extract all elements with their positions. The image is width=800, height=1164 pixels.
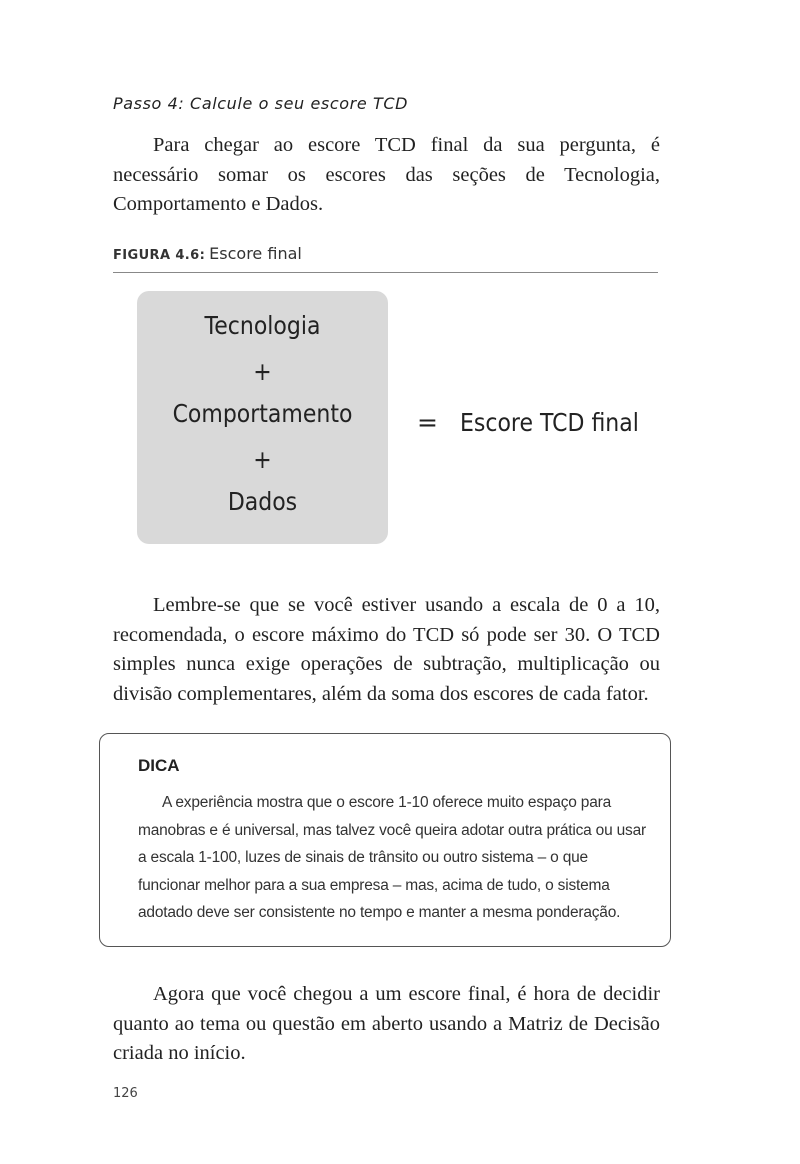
term-comportamento: Comportamento xyxy=(172,399,353,428)
figure-divider xyxy=(113,272,658,273)
tip-box xyxy=(99,733,671,947)
term-tecnologia: Tecnologia xyxy=(204,311,321,340)
figure-caption-text: Escore final xyxy=(209,244,302,263)
page-number: 126 xyxy=(113,1086,138,1101)
body-paragraph-2: Lembre-se que se você estiver usando a escala de 0 a 10, recomendada, o escore máximo do TCD só pode ser 30. O TCD simples nunca exige operações de subtração, multiplicação ou divisão complementares, além da soma dos escores de cada fator. xyxy=(113,594,660,705)
tip-text: A experiência mostra que o escore 1-10 oferece muito espaço para manobras e é universal, mas talvez você queira adotar outra prática ou usar a escala 1-100, luzes de sinais de trânsito ou outro sistema – o que funcionar melhor para a sua empresa – mas, acima de tudo, o sistema adotado deve ser consistente no tempo e manter a mesma ponderação. xyxy=(138,794,646,921)
plus-sign: + xyxy=(253,357,272,386)
step-heading: Passo 4: Calcule o seu escore TCD xyxy=(113,94,409,113)
final-score-label: Escore TCD final xyxy=(460,408,639,437)
score-sum-box xyxy=(137,291,388,544)
body-paragraph-3: Agora que você chegou a um escore final, é hora de decidir quanto ao tema ou questão em aberto usando a Matriz de Decisão criada no início. xyxy=(113,983,660,1064)
plus-sign: + xyxy=(253,445,272,474)
figure-caption xyxy=(113,244,302,263)
figure-label: FIGURA 4.6: xyxy=(113,248,206,263)
term-dados: Dados xyxy=(227,487,298,516)
tip-title: DICA xyxy=(138,756,180,775)
body-paragraph-1: Para chegar ao escore TCD final da sua pergunta, é necessário somar os escores das seções de Tecnologia, Comportamento e Dados. xyxy=(113,134,660,215)
equals-sign: = xyxy=(417,408,438,437)
